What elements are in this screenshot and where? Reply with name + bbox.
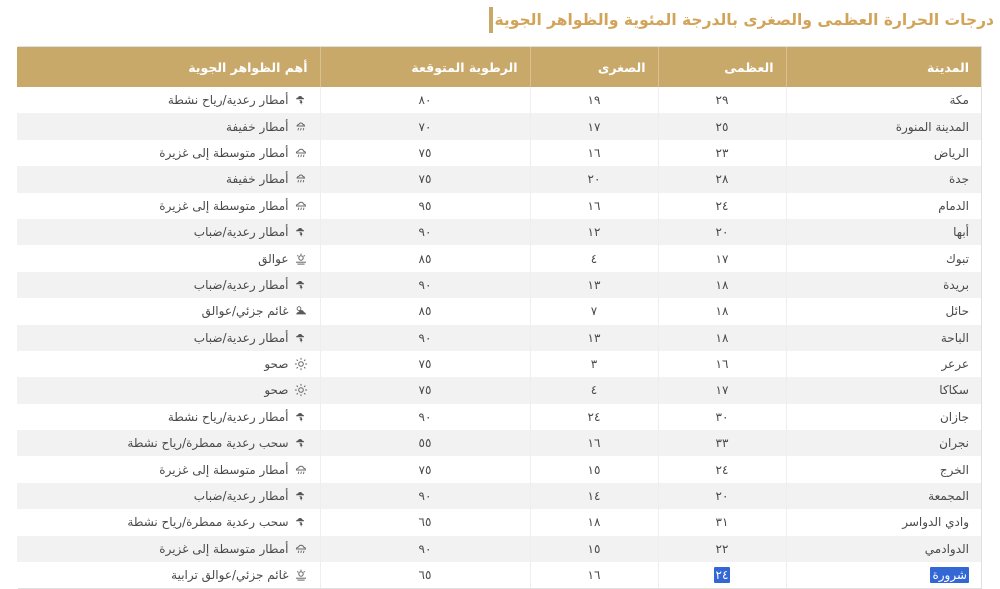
- cell-max-temp[interactable]: [658, 483, 786, 509]
- max-temp-value: ٣٣: [715, 436, 729, 451]
- cell-phenomena[interactable]: [17, 113, 320, 139]
- cell-max-temp[interactable]: [658, 536, 786, 562]
- table-row[interactable]: [17, 562, 981, 588]
- rain-cloud-icon: [294, 199, 308, 213]
- humidity-value: ٨٠: [418, 93, 432, 108]
- max-temp-value: ٢٢: [715, 541, 729, 556]
- table-row[interactable]: [17, 272, 981, 298]
- humidity-value: ٦٥: [418, 568, 432, 583]
- cell-phenomena[interactable]: [17, 456, 320, 482]
- cell-humidity[interactable]: [320, 456, 530, 482]
- cell-humidity[interactable]: [320, 166, 530, 192]
- column-header-phenomena[interactable]: أهم الظواهر الجوية: [17, 47, 320, 87]
- phenomena-label: عوالق: [258, 251, 289, 266]
- cell-city[interactable]: [786, 166, 981, 192]
- cell-humidity[interactable]: [320, 377, 530, 403]
- max-temp-value: ٢٤: [715, 462, 729, 477]
- min-temp-value: ١٦: [587, 198, 601, 213]
- phenomena-content: [29, 193, 308, 219]
- city-name: حائل: [945, 304, 969, 319]
- cell-humidity[interactable]: [320, 298, 530, 324]
- phenomena-content: [29, 245, 308, 271]
- phenomena-label: أمطار متوسطة إلى غزيرة: [159, 541, 289, 556]
- cell-max-temp[interactable]: [658, 166, 786, 192]
- phenomena-label: أمطار رعدية/ضباب: [193, 277, 289, 292]
- phenomena-label: أمطار رعدية/رياح نشطة: [167, 409, 289, 424]
- cell-humidity[interactable]: [320, 219, 530, 245]
- cell-max-temp[interactable]: [658, 509, 786, 535]
- min-temp-value: ١٦: [587, 436, 601, 451]
- cell-min-temp[interactable]: [530, 509, 658, 535]
- cell-max-temp[interactable]: [658, 456, 786, 482]
- cell-city[interactable]: [786, 536, 981, 562]
- cell-humidity[interactable]: [320, 404, 530, 430]
- cell-phenomena[interactable]: [17, 245, 320, 271]
- weather-table: [17, 47, 981, 588]
- cell-phenomena[interactable]: [17, 140, 320, 166]
- min-temp-value: ١٥: [587, 462, 601, 477]
- max-temp-value: ١٨: [715, 304, 729, 319]
- city-name: الرياض: [933, 145, 969, 160]
- table-row[interactable]: [17, 298, 981, 324]
- cell-min-temp[interactable]: [530, 113, 658, 139]
- max-temp-value: ٢٣: [715, 145, 729, 160]
- rain-cloud-icon: [294, 542, 308, 556]
- min-temp-value: ٢٤: [587, 409, 601, 424]
- cell-min-temp[interactable]: [530, 456, 658, 482]
- cell-min-temp[interactable]: [530, 272, 658, 298]
- light-rain-icon: [294, 172, 308, 186]
- cell-min-temp[interactable]: [530, 166, 658, 192]
- humidity-value: ٧٥: [418, 145, 432, 160]
- phenomena-content: [29, 483, 308, 509]
- phenomena-content: [29, 377, 308, 403]
- max-temp-value: ٢٩: [715, 93, 729, 108]
- min-temp-value: ١٢: [587, 225, 601, 240]
- phenomena-label: سحب رعدية ممطرة/رياح نشطة: [127, 515, 289, 530]
- thunderstorm-icon: [294, 515, 308, 529]
- cell-min-temp[interactable]: [530, 562, 658, 588]
- cell-city[interactable]: [786, 140, 981, 166]
- phenomena-content: [29, 87, 308, 113]
- phenomena-content: [29, 351, 308, 377]
- cell-humidity[interactable]: [320, 351, 530, 377]
- city-name: جدة: [948, 172, 969, 187]
- min-temp-value: ٤: [590, 383, 598, 398]
- title-wrap: [0, 0, 1000, 43]
- table-row[interactable]: [17, 430, 981, 456]
- phenomena-label: سحب رعدية ممطرة/رياح نشطة: [127, 436, 289, 451]
- phenomena-label: أمطار خفيفة: [226, 172, 289, 187]
- phenomena-label: صحو: [264, 383, 289, 398]
- table-row[interactable]: [17, 140, 981, 166]
- page-header: [0, 0, 1000, 40]
- cell-min-temp[interactable]: [530, 536, 658, 562]
- cell-max-temp[interactable]: [658, 430, 786, 456]
- phenomena-content: [29, 298, 308, 324]
- city-name: عرعر: [941, 357, 969, 372]
- min-temp-value: ١٦: [587, 145, 601, 160]
- partly-cloudy-icon: [294, 304, 308, 318]
- city-name: مكة: [949, 93, 969, 108]
- city-name: الخرج: [939, 462, 969, 477]
- table-row[interactable]: [17, 456, 981, 482]
- phenomena-content: [29, 562, 308, 588]
- cell-humidity[interactable]: [320, 325, 530, 351]
- cell-min-temp[interactable]: [530, 219, 658, 245]
- cell-humidity[interactable]: [320, 87, 530, 113]
- page-title: درجات الحرارة العظمى والصغرى بالدرجة المئوية والظواهر الجوية: [494, 11, 994, 29]
- phenomena-label: أمطار رعدية/ضباب: [193, 330, 289, 345]
- cell-phenomena[interactable]: [17, 509, 320, 535]
- cell-phenomena[interactable]: [17, 272, 320, 298]
- cell-city[interactable]: [786, 456, 981, 482]
- max-temp-value: ١٦: [715, 357, 729, 372]
- cell-phenomena[interactable]: [17, 219, 320, 245]
- cell-max-temp[interactable]: [658, 140, 786, 166]
- min-temp-value: ١٨: [587, 515, 601, 530]
- min-temp-value: ١٤: [587, 489, 601, 504]
- cell-humidity[interactable]: [320, 430, 530, 456]
- cell-min-temp[interactable]: [530, 298, 658, 324]
- cell-city[interactable]: [786, 193, 981, 219]
- min-temp-value: ١٣: [587, 330, 601, 345]
- cell-min-temp[interactable]: [530, 430, 658, 456]
- table-header-row: [17, 47, 981, 87]
- phenomena-label: أمطار رعدية/رياح نشطة: [167, 93, 289, 108]
- cell-min-temp[interactable]: [530, 245, 658, 271]
- cell-phenomena[interactable]: [17, 404, 320, 430]
- cell-min-temp[interactable]: [530, 483, 658, 509]
- max-temp-value: ١٨: [715, 330, 729, 345]
- cell-humidity[interactable]: [320, 140, 530, 166]
- city-name: المدينة المنورة: [895, 119, 969, 134]
- humidity-value: ٩٠: [418, 541, 432, 556]
- cell-min-temp[interactable]: [530, 140, 658, 166]
- cell-humidity[interactable]: [320, 483, 530, 509]
- cell-humidity[interactable]: [320, 113, 530, 139]
- min-temp-value: ٣: [590, 357, 598, 372]
- phenomena-label: أمطار خفيفة: [226, 119, 289, 134]
- table-row[interactable]: [17, 245, 981, 271]
- light-rain-icon: [294, 120, 308, 134]
- cell-city[interactable]: [786, 325, 981, 351]
- humidity-value: ٧٥: [418, 462, 432, 477]
- city-name: الدوادمي: [924, 541, 969, 556]
- min-temp-value: ١٥: [587, 541, 601, 556]
- humidity-value: ٧٥: [418, 357, 432, 372]
- phenomena-content: [29, 166, 308, 192]
- cell-city[interactable]: [786, 298, 981, 324]
- city-name: شرورة: [932, 568, 967, 583]
- cell-humidity[interactable]: [320, 245, 530, 271]
- cell-phenomena[interactable]: [17, 483, 320, 509]
- cell-min-temp[interactable]: [530, 325, 658, 351]
- phenomena-content: [29, 404, 308, 430]
- thunderstorm-icon: [294, 436, 308, 450]
- cell-phenomena[interactable]: [17, 536, 320, 562]
- max-temp-value: ٢٠: [715, 489, 729, 504]
- humidity-value: ٨٥: [418, 251, 432, 266]
- phenomena-content: [29, 325, 308, 351]
- max-temp-value: ٢٥: [715, 119, 729, 134]
- cell-max-temp[interactable]: [658, 562, 786, 588]
- min-temp-value: ١٦: [587, 568, 601, 583]
- city-name: وادي الدواسر: [902, 515, 969, 530]
- cell-phenomena[interactable]: [17, 298, 320, 324]
- max-temp-value: ١٨: [715, 277, 729, 292]
- table-row[interactable]: [17, 483, 981, 509]
- cell-min-temp[interactable]: [530, 377, 658, 403]
- thunderstorm-icon: [294, 489, 308, 503]
- cell-phenomena[interactable]: [17, 166, 320, 192]
- cell-max-temp[interactable]: [658, 87, 786, 113]
- max-temp-value: ١٧: [715, 383, 729, 398]
- cell-humidity[interactable]: [320, 536, 530, 562]
- thunderstorm-icon: [294, 278, 308, 292]
- dust-haze-icon: [294, 568, 308, 582]
- thunderstorm-icon: [294, 93, 308, 107]
- phenomena-label: صحو: [264, 357, 289, 372]
- humidity-value: ٩٠: [418, 330, 432, 345]
- phenomena-content: [29, 509, 308, 535]
- cell-max-temp[interactable]: [658, 272, 786, 298]
- humidity-value: ٩٠: [418, 277, 432, 292]
- sun-clear-icon: [294, 383, 308, 397]
- thunderstorm-icon: [294, 331, 308, 345]
- table-row[interactable]: [17, 113, 981, 139]
- cell-humidity[interactable]: [320, 272, 530, 298]
- cell-max-temp[interactable]: [658, 113, 786, 139]
- phenomena-label: غائم جزئي/عوالق: [201, 304, 289, 319]
- max-temp-value: ٢٠: [715, 225, 729, 240]
- cell-min-temp[interactable]: [530, 193, 658, 219]
- table-row[interactable]: [17, 193, 981, 219]
- cell-min-temp[interactable]: [530, 351, 658, 377]
- min-temp-value: ١٩: [587, 93, 601, 108]
- phenomena-content: [29, 140, 308, 166]
- cell-phenomena[interactable]: [17, 325, 320, 351]
- min-temp-value: ٧: [590, 304, 598, 319]
- humidity-value: ٩٠: [418, 489, 432, 504]
- column-header-city[interactable]: المدينة: [786, 47, 981, 87]
- table-row[interactable]: [17, 325, 981, 351]
- phenomena-label: أمطار رعدية/ضباب: [193, 225, 289, 240]
- humidity-value: ٩٠: [418, 409, 432, 424]
- city-name: المجمعة: [928, 489, 969, 504]
- city-name: الدمام: [938, 198, 969, 213]
- rain-cloud-icon: [294, 463, 308, 477]
- cell-city[interactable]: [786, 483, 981, 509]
- phenomena-content: [29, 430, 308, 456]
- cell-max-temp[interactable]: [658, 193, 786, 219]
- cell-humidity[interactable]: [320, 193, 530, 219]
- phenomena-label: غائم جزئي/عوالق ترابية: [171, 568, 289, 583]
- dust-haze-icon: [294, 252, 308, 266]
- cell-city[interactable]: [786, 219, 981, 245]
- phenomena-label: أمطار رعدية/ضباب: [193, 489, 289, 504]
- cell-city[interactable]: [786, 351, 981, 377]
- column-header-humidity[interactable]: الرطوبة المتوقعة: [320, 47, 530, 87]
- cell-phenomena[interactable]: [17, 377, 320, 403]
- city-name: بريدة: [943, 277, 969, 292]
- city-name: نجران: [939, 436, 969, 451]
- humidity-value: ٥٥: [418, 436, 432, 451]
- thunderstorm-icon: [294, 410, 308, 424]
- cell-city[interactable]: [786, 272, 981, 298]
- cell-max-temp[interactable]: [658, 404, 786, 430]
- cell-max-temp[interactable]: [658, 219, 786, 245]
- weather-table-container: [18, 46, 982, 589]
- table-row[interactable]: [17, 219, 981, 245]
- column-header-max-temp[interactable]: العظمى: [658, 47, 786, 87]
- cell-max-temp[interactable]: [658, 298, 786, 324]
- max-temp-value: ٢٤: [715, 568, 729, 583]
- cell-min-temp[interactable]: [530, 404, 658, 430]
- min-temp-value: ١٣: [587, 277, 601, 292]
- min-temp-value: ٢٠: [587, 172, 601, 187]
- min-temp-value: ١٧: [587, 119, 601, 134]
- cell-city[interactable]: [786, 87, 981, 113]
- table-row[interactable]: [17, 509, 981, 535]
- title-accent-bar: [489, 7, 493, 33]
- city-name: تبوك: [945, 251, 969, 266]
- humidity-value: ٧٥: [418, 172, 432, 187]
- column-header-min-temp[interactable]: الصغرى: [530, 47, 658, 87]
- cell-humidity[interactable]: [320, 509, 530, 535]
- cell-city[interactable]: [786, 245, 981, 271]
- cell-phenomena[interactable]: [17, 430, 320, 456]
- phenomena-content: [29, 272, 308, 298]
- cell-phenomena[interactable]: [17, 562, 320, 588]
- cell-city[interactable]: [786, 113, 981, 139]
- cell-city[interactable]: [786, 430, 981, 456]
- cell-max-temp[interactable]: [658, 325, 786, 351]
- table-row[interactable]: [17, 536, 981, 562]
- cell-humidity[interactable]: [320, 562, 530, 588]
- humidity-value: ٨٥: [418, 304, 432, 319]
- table-row[interactable]: [17, 377, 981, 403]
- city-name: أبها: [953, 225, 969, 240]
- max-temp-value: ٢٤: [715, 198, 729, 213]
- humidity-value: ٩٥: [418, 198, 432, 213]
- cell-max-temp[interactable]: [658, 377, 786, 403]
- table-row[interactable]: [17, 166, 981, 192]
- max-temp-value: ٢٨: [715, 172, 729, 187]
- cell-min-temp[interactable]: [530, 87, 658, 113]
- humidity-value: ٧٥: [418, 383, 432, 398]
- table-row[interactable]: [17, 404, 981, 430]
- humidity-value: ٩٠: [418, 225, 432, 240]
- cell-phenomena[interactable]: [17, 87, 320, 113]
- table-header: [17, 47, 981, 87]
- max-temp-value: ٣٠: [715, 409, 729, 424]
- rain-cloud-icon: [294, 146, 308, 160]
- cell-max-temp[interactable]: [658, 351, 786, 377]
- cell-city[interactable]: [786, 562, 981, 588]
- table-body: [17, 87, 981, 588]
- phenomena-label: أمطار متوسطة إلى غزيرة: [159, 462, 289, 477]
- max-temp-value: ٣١: [715, 515, 729, 530]
- phenomena-content: [29, 113, 308, 139]
- cell-city[interactable]: [786, 509, 981, 535]
- table-row[interactable]: [17, 351, 981, 377]
- phenomena-content: [29, 456, 308, 482]
- phenomena-label: أمطار متوسطة إلى غزيرة: [159, 145, 289, 160]
- phenomena-label: أمطار متوسطة إلى غزيرة: [159, 198, 289, 213]
- min-temp-value: ٤: [590, 251, 598, 266]
- city-name: الباحة: [940, 330, 969, 345]
- cell-city[interactable]: [786, 404, 981, 430]
- humidity-value: ٦٥: [418, 515, 432, 530]
- table-row[interactable]: [17, 87, 981, 113]
- cell-phenomena[interactable]: [17, 193, 320, 219]
- cell-max-temp[interactable]: [658, 245, 786, 271]
- cell-phenomena[interactable]: [17, 351, 320, 377]
- humidity-value: ٧٠: [418, 119, 432, 134]
- sun-clear-icon: [294, 357, 308, 371]
- phenomena-content: [29, 536, 308, 562]
- phenomena-content: [29, 219, 308, 245]
- max-temp-value: ١٧: [715, 251, 729, 266]
- cell-city[interactable]: [786, 377, 981, 403]
- city-name: سكاكا: [939, 383, 969, 398]
- thunderstorm-icon: [294, 225, 308, 239]
- city-name: جازان: [939, 409, 969, 424]
